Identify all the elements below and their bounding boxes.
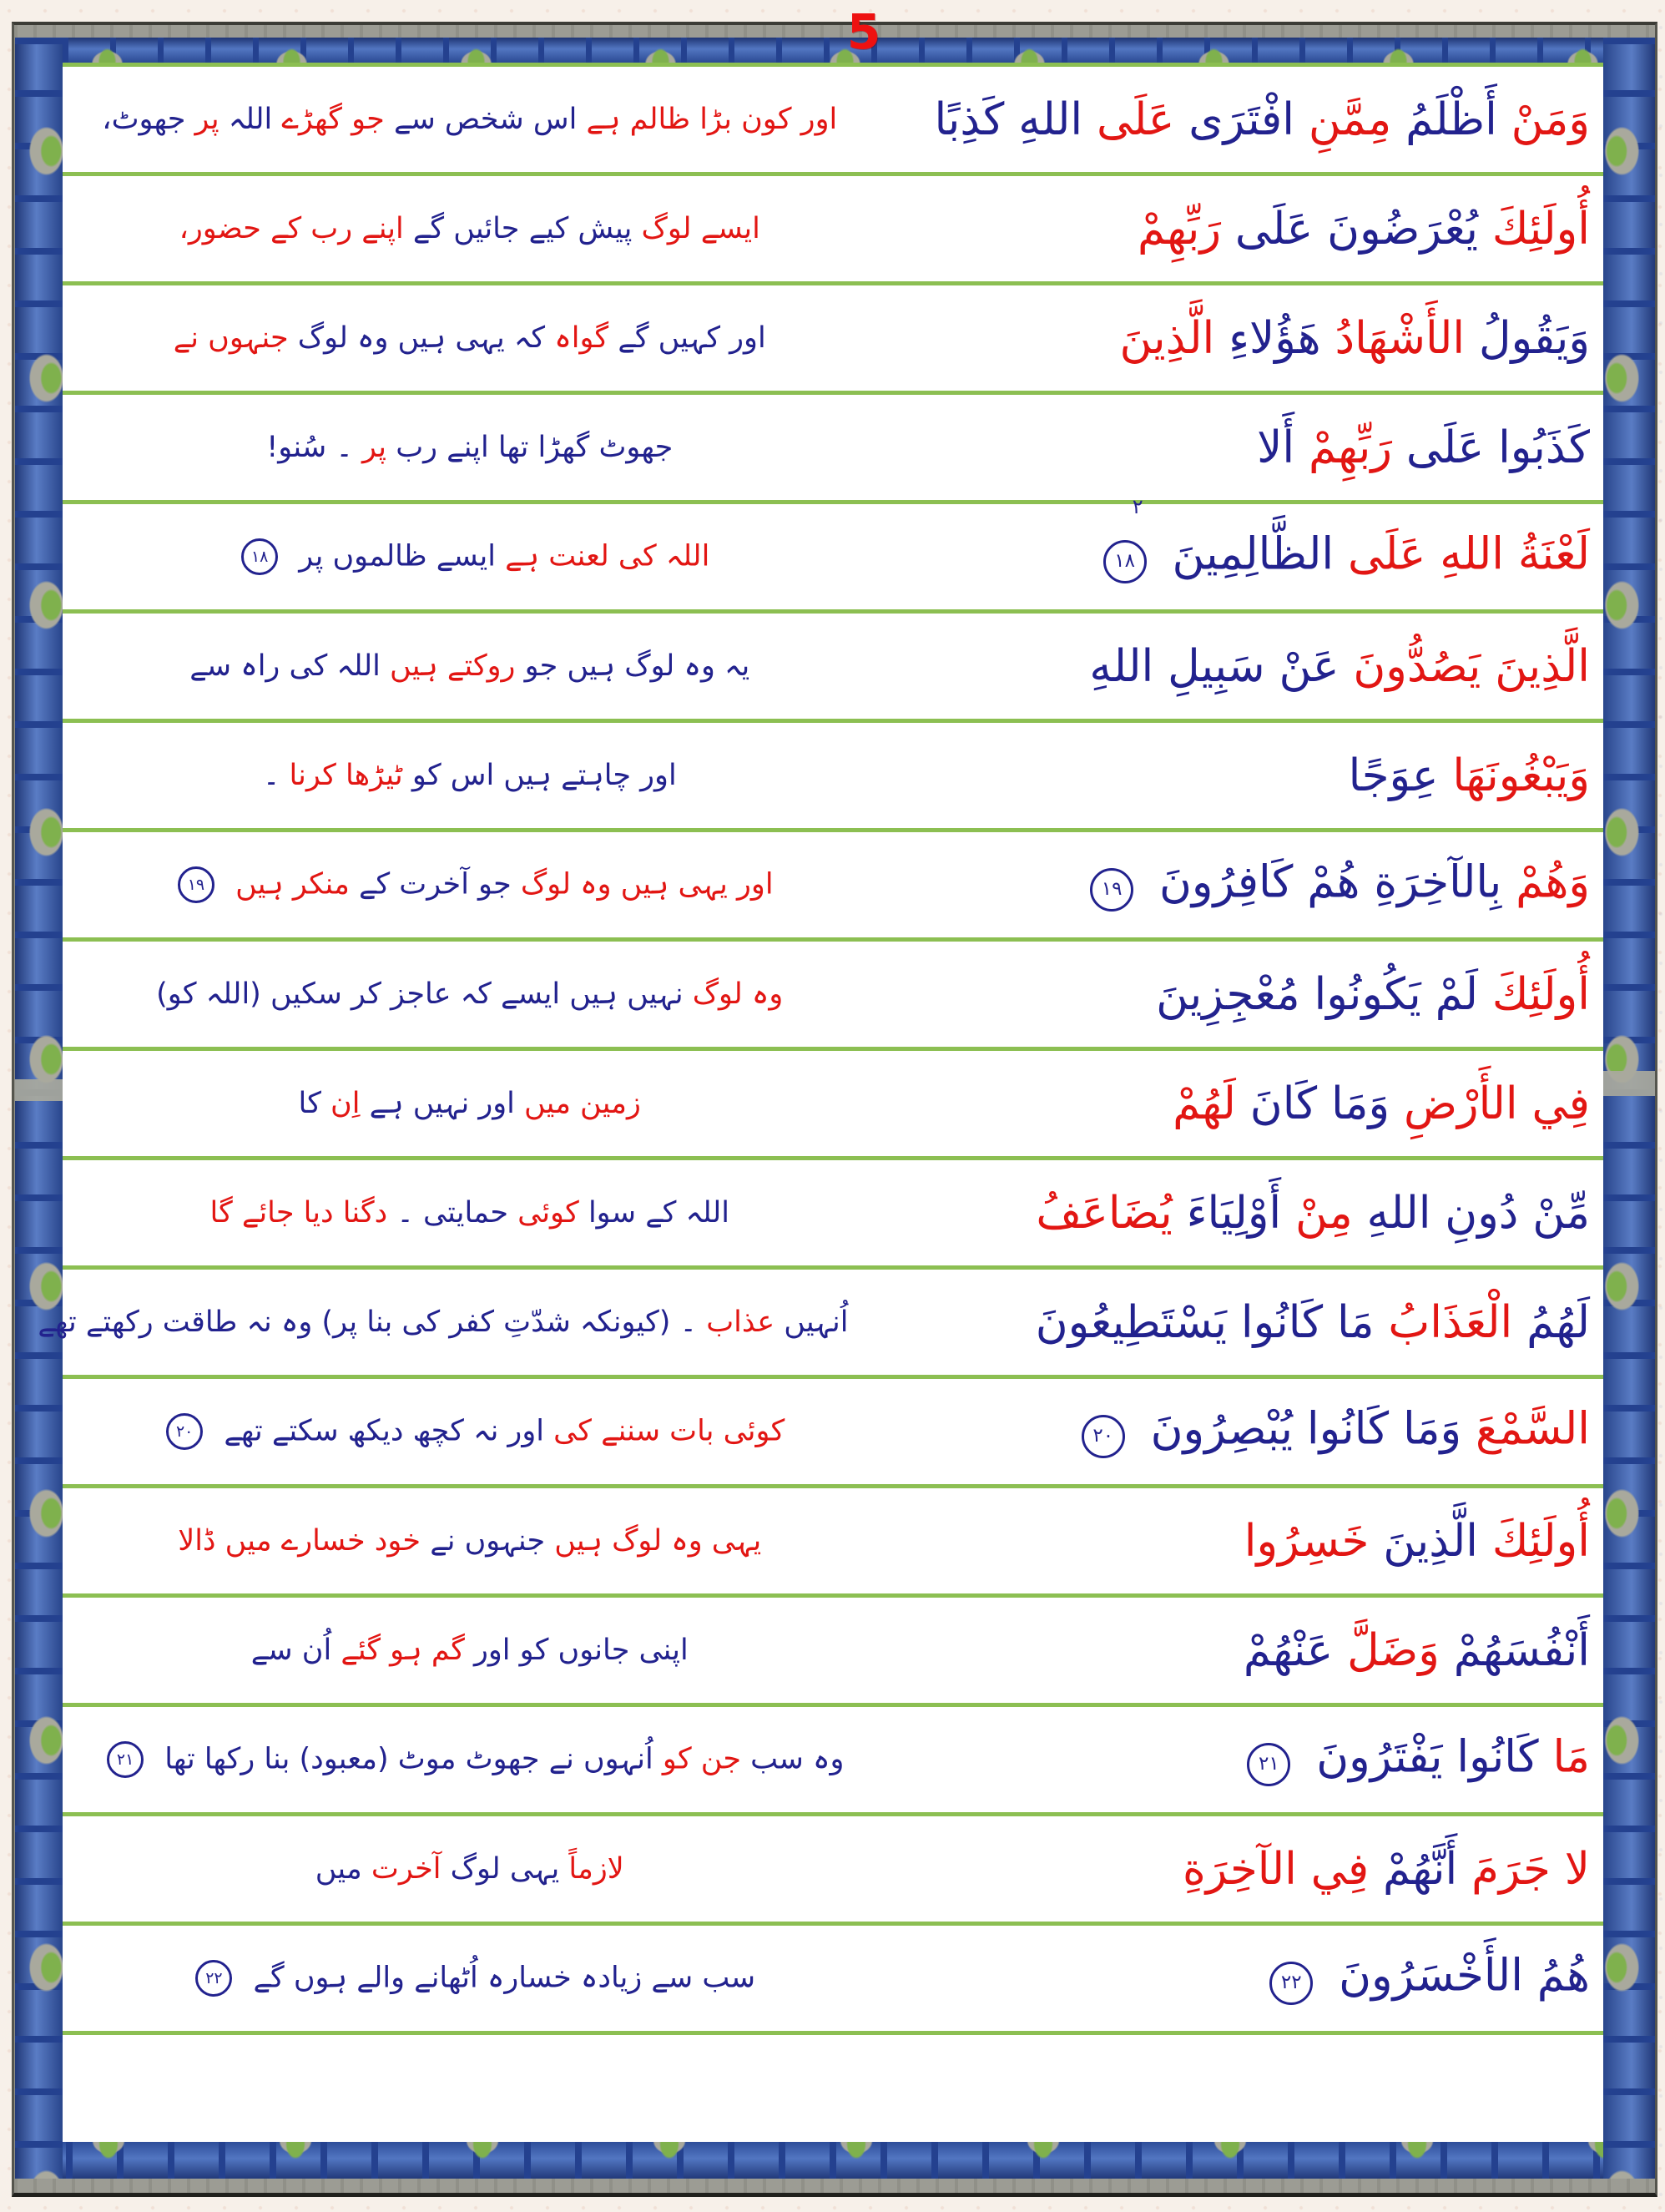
verse-row <box>63 1051 1603 1160</box>
urdu-translation-text <box>38 1305 849 1339</box>
text-segment: يُضَاعَفُ <box>1036 1187 1173 1239</box>
text-segment: گم ہو گئے <box>341 1633 465 1667</box>
text-segment: کا <box>298 1086 321 1120</box>
urdu-translation-text <box>266 430 674 464</box>
urdu-translation <box>63 1523 848 1558</box>
text-segment: اللہ کی لعنت ہے <box>505 539 710 573</box>
text-segment: هُمُ الأَخْسَرُونَ <box>1339 1950 1590 2002</box>
arabic-verse <box>848 1296 1603 1348</box>
page-number: 5 <box>846 3 881 60</box>
arabic-verse <box>848 1405 1603 1458</box>
arabic-verse <box>848 1952 1603 2005</box>
border-ornament-left <box>15 38 63 2179</box>
text-segment: أَوْلِيَاءَ <box>1186 1187 1282 1239</box>
text-segment: کوئی <box>517 1195 579 1230</box>
text-segment: عَنْهُمْ <box>1243 1624 1334 1676</box>
urdu-translation <box>63 977 848 1011</box>
text-segment: جو گھڑے <box>281 102 385 136</box>
text-segment: رَبِّهِمْ <box>1308 422 1392 473</box>
text-segment: وَهُمْ <box>1516 856 1590 908</box>
verse-number: ۲۱ <box>1247 1743 1290 1786</box>
arabic-verse-text <box>1183 1843 1590 1895</box>
urdu-translation <box>9 1305 849 1339</box>
text-segment: هَؤُلاءِ <box>1229 312 1321 364</box>
text-segment: ۔ (کیونکہ شدّتِ کفر کی بنا پر) وہ نہ طاقت رکھتے تھے <box>38 1305 698 1339</box>
text-segment: لازماً <box>568 1851 624 1886</box>
arabic-verse <box>848 495 1603 583</box>
urdu-translation <box>63 866 848 904</box>
urdu-translation <box>63 1086 848 1120</box>
verse-row <box>63 495 1603 614</box>
urdu-translation-text <box>298 1086 641 1120</box>
text-segment: میں <box>315 1851 362 1886</box>
verse-number: ۲۲ <box>195 1960 232 1997</box>
text-segment: عَلَى <box>1234 203 1314 255</box>
verse-row <box>63 67 1603 176</box>
urdu-translation-text <box>315 1851 624 1886</box>
arabic-verse <box>848 640 1603 692</box>
urdu-translation <box>63 102 848 136</box>
arabic-verse-text <box>1348 750 1590 801</box>
verse-number: ۱۹ <box>178 866 214 903</box>
text-segment: اپنی جانوں کو اور <box>474 1633 689 1667</box>
urdu-translation-text <box>230 538 709 576</box>
verse-row <box>63 1707 1603 1816</box>
text-segment: ایسے لوگ <box>641 211 760 245</box>
text-segment: الَّذِينَ <box>1383 1515 1478 1567</box>
verse-number-badge <box>195 1960 232 1997</box>
text-segment: وہ لوگ <box>692 977 784 1011</box>
urdu-translation-text <box>250 1633 689 1667</box>
verse-row <box>63 1488 1603 1598</box>
text-segment: اُنہوں نے جھوٹ موٹ (معبود) بنا رکھا تھا <box>164 1742 653 1775</box>
text-segment: منکر ہیں <box>235 867 350 901</box>
text-segment: جھوٹ گھڑا تھا اپنے رب <box>396 430 674 464</box>
verse-row <box>63 1598 1603 1707</box>
text-segment: اللہ <box>228 102 273 136</box>
text-segment: زمین میں <box>523 1086 641 1120</box>
arabic-verse-text <box>1244 1515 1590 1567</box>
arabic-verse-text <box>1119 312 1590 364</box>
text-segment: أُولَئِكَ <box>1491 203 1590 255</box>
text-segment: عذاب <box>706 1305 775 1339</box>
text-segment: یہی وہ لوگ ہیں <box>554 1523 762 1558</box>
text-segment: أُولَئِكَ <box>1491 1515 1590 1567</box>
arabic-verse <box>848 1187 1603 1239</box>
verse-table <box>38 63 1603 2142</box>
text-segment: اور نہیں ہے <box>369 1086 515 1120</box>
text-segment: پیش کیے جائیں گے <box>412 211 633 245</box>
verse-number: ۲۲ <box>1269 1962 1313 2005</box>
text-segment: پر <box>194 102 219 136</box>
text-segment: سب سے زیادہ خسارہ اُٹھانے والے ہوں گے <box>253 1961 756 1994</box>
text-segment: اور کون بڑا ظالم ہے <box>586 102 838 136</box>
text-segment: وَمَنْ <box>1511 93 1590 145</box>
arabic-verse-text <box>1243 1624 1590 1676</box>
arabic-verse-text <box>1070 1405 1590 1458</box>
ruku-mark: ۲ <box>1132 495 1143 519</box>
urdu-translation <box>63 649 848 683</box>
verse-row <box>63 176 1603 285</box>
arabic-verse <box>848 422 1603 473</box>
text-segment: افْتَرَى <box>1188 93 1294 145</box>
border-ornament-bottom <box>15 2142 1655 2179</box>
verse-row <box>63 614 1603 723</box>
urdu-translation <box>63 538 848 576</box>
urdu-translation <box>63 1413 848 1451</box>
urdu-translation-text <box>178 1523 762 1558</box>
text-segment: بِالآخِرَةِ هُمْ كَافِرُونَ <box>1158 856 1502 908</box>
text-segment: کہ یہی ہیں وہ لوگ <box>297 321 546 355</box>
text-segment: أَنَّهُمْ <box>1383 1843 1458 1895</box>
text-segment: يُعْرَضُونَ <box>1327 203 1478 255</box>
text-segment: ایسے ظالموں پر <box>299 539 496 573</box>
arabic-verse-text <box>1036 1187 1590 1239</box>
text-segment: وَمَا كَانَ <box>1249 1078 1390 1129</box>
verse-number: ۲۰ <box>166 1413 203 1450</box>
verse-number: ۱۸ <box>1103 540 1147 583</box>
text-segment: مَا كَانُوا يَسْتَطِيعُونَ <box>1035 1296 1375 1348</box>
verse-number-badge <box>1090 858 1133 912</box>
arabic-verse <box>848 1733 1603 1786</box>
scan-seam-right <box>1603 1071 1655 1096</box>
text-segment: حمایتی ۔ <box>396 1195 508 1230</box>
text-segment: عَلَى <box>1405 422 1485 473</box>
urdu-translation-text <box>102 102 838 136</box>
arabic-verse-text <box>1089 640 1590 692</box>
verse-number-badge <box>1082 1405 1125 1458</box>
verse-row <box>63 723 1603 832</box>
arabic-verse <box>848 1843 1603 1895</box>
verse-row <box>63 1379 1603 1488</box>
arabic-verse <box>848 968 1603 1020</box>
arabic-verse <box>848 858 1603 912</box>
text-segment: كَذَبُوا <box>1498 422 1590 473</box>
text-segment: جو آخرت کے <box>359 867 512 901</box>
text-segment: عَنْ سَبِيلِ اللهِ <box>1089 640 1340 692</box>
text-segment: ٹیڑھا کرنا <box>289 758 403 792</box>
text-segment: پر <box>362 430 387 464</box>
verse-number-badge <box>1269 1952 1313 2005</box>
text-segment: وَمَا كَانُوا يُبْصِرُونَ <box>1150 1403 1462 1455</box>
arabic-verse-text <box>1156 968 1590 1020</box>
text-segment: اور کہیں گے <box>618 321 766 355</box>
text-segment: الأَشْهَادُ <box>1335 312 1466 364</box>
text-segment: اور یہی ہیں وہ لوگ <box>520 867 774 901</box>
text-segment: ۔ <box>262 758 280 792</box>
text-segment: مِمَّنِ <box>1308 93 1392 145</box>
text-segment: السَّمْعَ <box>1475 1403 1590 1455</box>
text-segment: وَيَبْغُونَهَا <box>1452 750 1590 801</box>
arabic-verse <box>848 1078 1603 1129</box>
arabic-verse-text <box>934 93 1590 145</box>
text-segment: اللہ کی راہ سے <box>189 649 381 683</box>
arabic-verse-text <box>1035 1296 1590 1348</box>
verse-number: ۲۱ <box>107 1741 144 1778</box>
arabic-verse-text <box>1173 1078 1590 1129</box>
text-segment: اپنے رب کے حضور، <box>179 211 404 245</box>
text-segment: یہی لوگ <box>450 1851 560 1886</box>
text-segment: أَلا <box>1257 422 1295 473</box>
text-segment: الَّذِينَ <box>1119 312 1215 364</box>
arabic-verse-text <box>1078 858 1590 912</box>
arabic-verse-text <box>1235 1733 1590 1786</box>
verse-number-badge <box>107 1741 144 1779</box>
urdu-translation-text <box>209 1195 729 1230</box>
arabic-verse <box>848 203 1603 255</box>
text-segment: یہ وہ لوگ ہیں جو <box>524 649 750 683</box>
urdu-translation <box>63 321 848 355</box>
text-segment: ۔ سُنو! <box>266 430 353 464</box>
text-segment: خَسِرُوا <box>1244 1515 1370 1567</box>
verse-number: ۱۸ <box>241 538 278 575</box>
arabic-verse <box>848 1515 1603 1567</box>
text-segment: أَنْفُسَهُمْ <box>1453 1624 1590 1676</box>
urdu-translation <box>63 1633 848 1667</box>
text-segment: مَا <box>1552 1731 1590 1783</box>
text-segment: روکتے ہیں <box>390 649 516 683</box>
urdu-translation-text <box>179 211 760 245</box>
text-segment: لَمْ يَكُونُوا مُعْجِزِينَ <box>1156 968 1478 1020</box>
verse-row <box>63 285 1603 395</box>
text-segment: اُنہیں <box>784 1305 849 1339</box>
text-segment: مِّنْ دُونِ اللهِ <box>1366 1187 1590 1239</box>
text-segment: اللہ کے سوا <box>588 1195 729 1230</box>
text-segment: وہ سب <box>750 1742 845 1775</box>
text-segment: رَبِّهِمْ <box>1137 203 1222 255</box>
text-segment: خود خسارے میں ڈالا <box>178 1523 421 1558</box>
text-segment: فِي الآخِرَةِ <box>1183 1843 1370 1895</box>
urdu-translation-text <box>189 649 750 683</box>
text-segment: لَهُمُ <box>1526 1296 1590 1348</box>
text-segment: أَظْلَمُ <box>1405 93 1497 145</box>
text-segment: لا جَرَمَ <box>1471 1843 1590 1895</box>
text-segment: لَعْنَةُ اللهِ عَلَى <box>1348 528 1590 580</box>
verse-row <box>63 942 1603 1051</box>
urdu-translation <box>63 211 848 245</box>
text-segment: الَّذِينَ يَصُدُّونَ <box>1353 640 1590 692</box>
text-segment: اِن <box>330 1086 361 1120</box>
urdu-translation-text <box>95 1741 844 1779</box>
arabic-verse-text <box>1092 495 1590 583</box>
urdu-translation <box>63 1851 848 1886</box>
urdu-translation <box>63 1741 848 1779</box>
verse-number-badge <box>241 538 278 576</box>
verse-row <box>63 1816 1603 1926</box>
text-segment: آخرت <box>371 1851 441 1886</box>
text-segment: اور نہ کچھ دیکھ سکتے تھے <box>224 1414 544 1447</box>
scan-seam-left <box>15 1079 63 1101</box>
text-segment: الظَّالِمِينَ <box>1172 528 1335 580</box>
verse-row <box>38 1270 1603 1379</box>
verse-number-badge <box>166 1413 203 1451</box>
text-segment: نہیں ہیں ایسے کہ عاجز کر سکیں (اللہ کو) <box>156 977 684 1011</box>
arabic-verse <box>848 1624 1603 1676</box>
text-segment: كَانُوا يَفْتَرُونَ <box>1316 1731 1539 1783</box>
verse-row <box>63 395 1603 504</box>
verse-number-badge <box>1247 1733 1290 1786</box>
text-segment: کوئی بات سننے کی <box>553 1414 785 1447</box>
text-segment: جنہوں نے <box>430 1523 546 1558</box>
arabic-verse-text <box>1258 1952 1590 2005</box>
text-segment: عَلَى <box>1096 93 1175 145</box>
urdu-translation <box>63 1960 848 1997</box>
text-segment: لَهُمْ <box>1173 1078 1236 1129</box>
urdu-translation-text <box>166 866 774 904</box>
urdu-translation-text <box>184 1960 755 1997</box>
arabic-verse-text <box>1257 422 1590 473</box>
text-segment: گواہ <box>554 321 609 355</box>
text-segment: كَذِبًا <box>934 93 1005 145</box>
arabic-verse <box>848 312 1603 364</box>
text-segment: جنہوں نے <box>173 321 289 355</box>
text-segment: جن کو <box>662 1742 742 1775</box>
verse-row <box>63 832 1603 942</box>
urdu-translation-text <box>173 321 766 355</box>
text-segment: اور چاہتے ہیں اس کو <box>411 758 677 792</box>
text-segment: دگنا دیا جائے گا <box>209 1195 388 1230</box>
verse-number: ۲۰ <box>1082 1415 1125 1458</box>
verse-number-badge <box>1103 495 1147 583</box>
arabic-verse <box>848 750 1603 801</box>
urdu-translation-text <box>154 1413 785 1451</box>
text-segment: وَيَقُولُ <box>1478 312 1590 364</box>
text-segment: اُن سے <box>250 1633 332 1667</box>
arabic-verse-text <box>1137 203 1590 255</box>
text-segment: مِنْ <box>1295 1187 1353 1239</box>
urdu-translation-text <box>262 758 677 792</box>
text-segment: وَضَلَّ <box>1347 1624 1440 1676</box>
text-segment: اس شخص سے <box>393 102 578 136</box>
verse-number: ۱۹ <box>1090 868 1133 912</box>
text-segment: أُولَئِكَ <box>1491 968 1590 1020</box>
verse-number-badge <box>178 866 214 904</box>
border-ornament-right <box>1603 38 1655 2179</box>
verse-row <box>63 1160 1603 1270</box>
arabic-verse <box>848 93 1603 145</box>
text-segment: عِوَجًا <box>1348 750 1439 801</box>
text-segment: اللهِ <box>1018 93 1083 145</box>
urdu-translation <box>63 758 848 792</box>
verse-row <box>63 1926 1603 2035</box>
urdu-translation <box>63 1195 848 1230</box>
text-segment: فِي الأَرْضِ <box>1403 1078 1590 1129</box>
urdu-translation-text <box>156 977 784 1011</box>
text-segment: الْعَذَابُ <box>1388 1296 1513 1348</box>
urdu-translation <box>63 430 848 464</box>
text-segment: جھوٹ، <box>102 102 186 136</box>
